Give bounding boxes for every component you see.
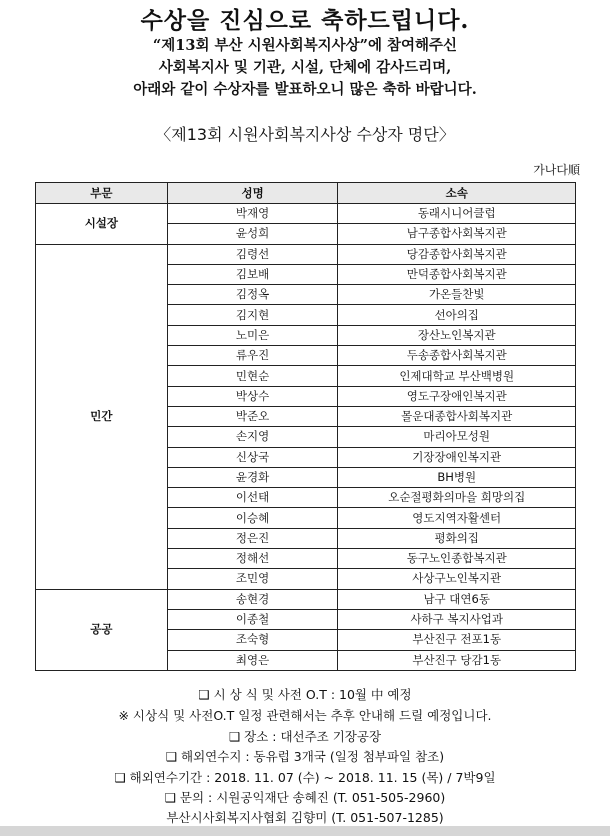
table-row	[36, 204, 576, 224]
list-subtitle: 〈제13회 시원사회복지사상 수상자 명단〉	[155, 125, 455, 144]
header-category: 부문	[36, 183, 168, 204]
name-cell: 박준오	[167, 406, 338, 426]
contact-info-1: ❑ 문의 : 시원공익재단 송혜진 (T. 051-505-2960)	[164, 790, 446, 805]
table-row	[36, 244, 576, 264]
name-cell: 정해선	[167, 549, 338, 569]
name-cell: 이선태	[167, 488, 338, 508]
name-cell: 김보배	[167, 264, 338, 284]
name-cell: 박재영	[167, 204, 338, 224]
awardee-table	[35, 182, 576, 671]
organization-cell: BH병원	[338, 467, 576, 487]
organization-cell: 장산노인복지관	[338, 325, 576, 345]
organization-cell: 가온들찬빛	[338, 285, 576, 305]
organization-cell: 영도구장애인복지관	[338, 386, 576, 406]
name-cell: 조숙형	[167, 630, 338, 650]
category-cell: 공공	[36, 589, 168, 670]
intro-line-3: 아래와 같이 수상자를 발표하오니 많은 축하 바랍니다.	[133, 81, 477, 98]
organization-cell: 두송종합사회복지관	[338, 346, 576, 366]
name-cell: 신상국	[167, 447, 338, 467]
intro-line-2: 사회복지사 및 기관, 시설, 단체에 감사드리며,	[158, 59, 452, 76]
organization-cell: 동래시니어클럽	[338, 204, 576, 224]
organization-cell: 사하구 복지사업과	[338, 609, 576, 629]
venue-info: ❑ 장소 : 대선주조 기장공장	[228, 729, 382, 744]
organization-cell: 기장장애인복지관	[338, 447, 576, 467]
schedule-note: ※ 시상식 및 사전O.T 일정 관련해서는 추후 안내해 드릴 예정입니다.	[118, 708, 492, 723]
name-cell: 윤성희	[167, 224, 338, 244]
name-cell: 송현경	[167, 589, 338, 609]
organization-cell: 영도지역자활센터	[338, 508, 576, 528]
training-destination: ❑ 해외연수지 : 동유럽 3개국 (일정 첨부파일 참조)	[165, 749, 445, 764]
name-cell: 김지현	[167, 305, 338, 325]
organization-cell: 마리아모성원	[338, 427, 576, 447]
intro-line-1: “제13회 부산 시원사회복지사상”에 참여해주신	[152, 37, 458, 54]
training-period: ❑ 해외연수기간 : 2018. 11. 07 (수) ~ 2018. 11. 15 (목) / 7박9일	[114, 770, 496, 785]
category-cell: 민간	[36, 244, 168, 589]
bottom-divider	[0, 826, 610, 836]
organization-cell: 오순절평화의마을 희망의집	[338, 488, 576, 508]
name-cell: 이승혜	[167, 508, 338, 528]
table-row	[36, 589, 576, 609]
organization-cell: 인제대학교 부산백병원	[338, 366, 576, 386]
organization-cell: 부산진구 당감1동	[338, 650, 576, 670]
name-cell: 류우진	[167, 346, 338, 366]
name-cell: 민현순	[167, 366, 338, 386]
name-cell: 김령선	[167, 244, 338, 264]
contact-info-2: 부산시사회복지사협회 김향미 (T. 051-507-1285)	[166, 810, 444, 825]
name-cell: 노미은	[167, 325, 338, 345]
page-title: 수상을 진심으로 축하드립니다.	[140, 7, 470, 34]
name-cell: 윤경화	[167, 467, 338, 487]
organization-cell: 당감종합사회복지관	[338, 244, 576, 264]
header-organization: 소속	[338, 183, 576, 204]
name-cell: 최영은	[167, 650, 338, 670]
organization-cell: 사상구노인복지관	[338, 569, 576, 589]
ceremony-schedule: ❑ 시 상 식 및 사전 O.T : 10월 中 예정	[198, 687, 412, 702]
header-name: 성명	[167, 183, 338, 204]
name-cell: 조민영	[167, 569, 338, 589]
organization-cell: 선아의집	[338, 305, 576, 325]
organization-cell: 몰운대종합사회복지관	[338, 406, 576, 426]
awardee-table-body	[36, 204, 576, 671]
organization-cell: 만덕종합사회복지관	[338, 264, 576, 284]
category-cell: 시설장	[36, 204, 168, 245]
organization-cell: 평화의집	[338, 528, 576, 548]
organization-cell: 부산진구 전포1동	[338, 630, 576, 650]
sort-order-note: 가나다順	[533, 163, 580, 177]
name-cell: 손지영	[167, 427, 338, 447]
organization-cell: 동구노인종합복지관	[338, 549, 576, 569]
name-cell: 박상수	[167, 386, 338, 406]
name-cell: 이종철	[167, 609, 338, 629]
name-cell: 정은진	[167, 528, 338, 548]
name-cell: 김정옥	[167, 285, 338, 305]
organization-cell: 남구 대연6동	[338, 589, 576, 609]
organization-cell: 남구종합사회복지관	[338, 224, 576, 244]
table-header-row	[36, 183, 576, 204]
